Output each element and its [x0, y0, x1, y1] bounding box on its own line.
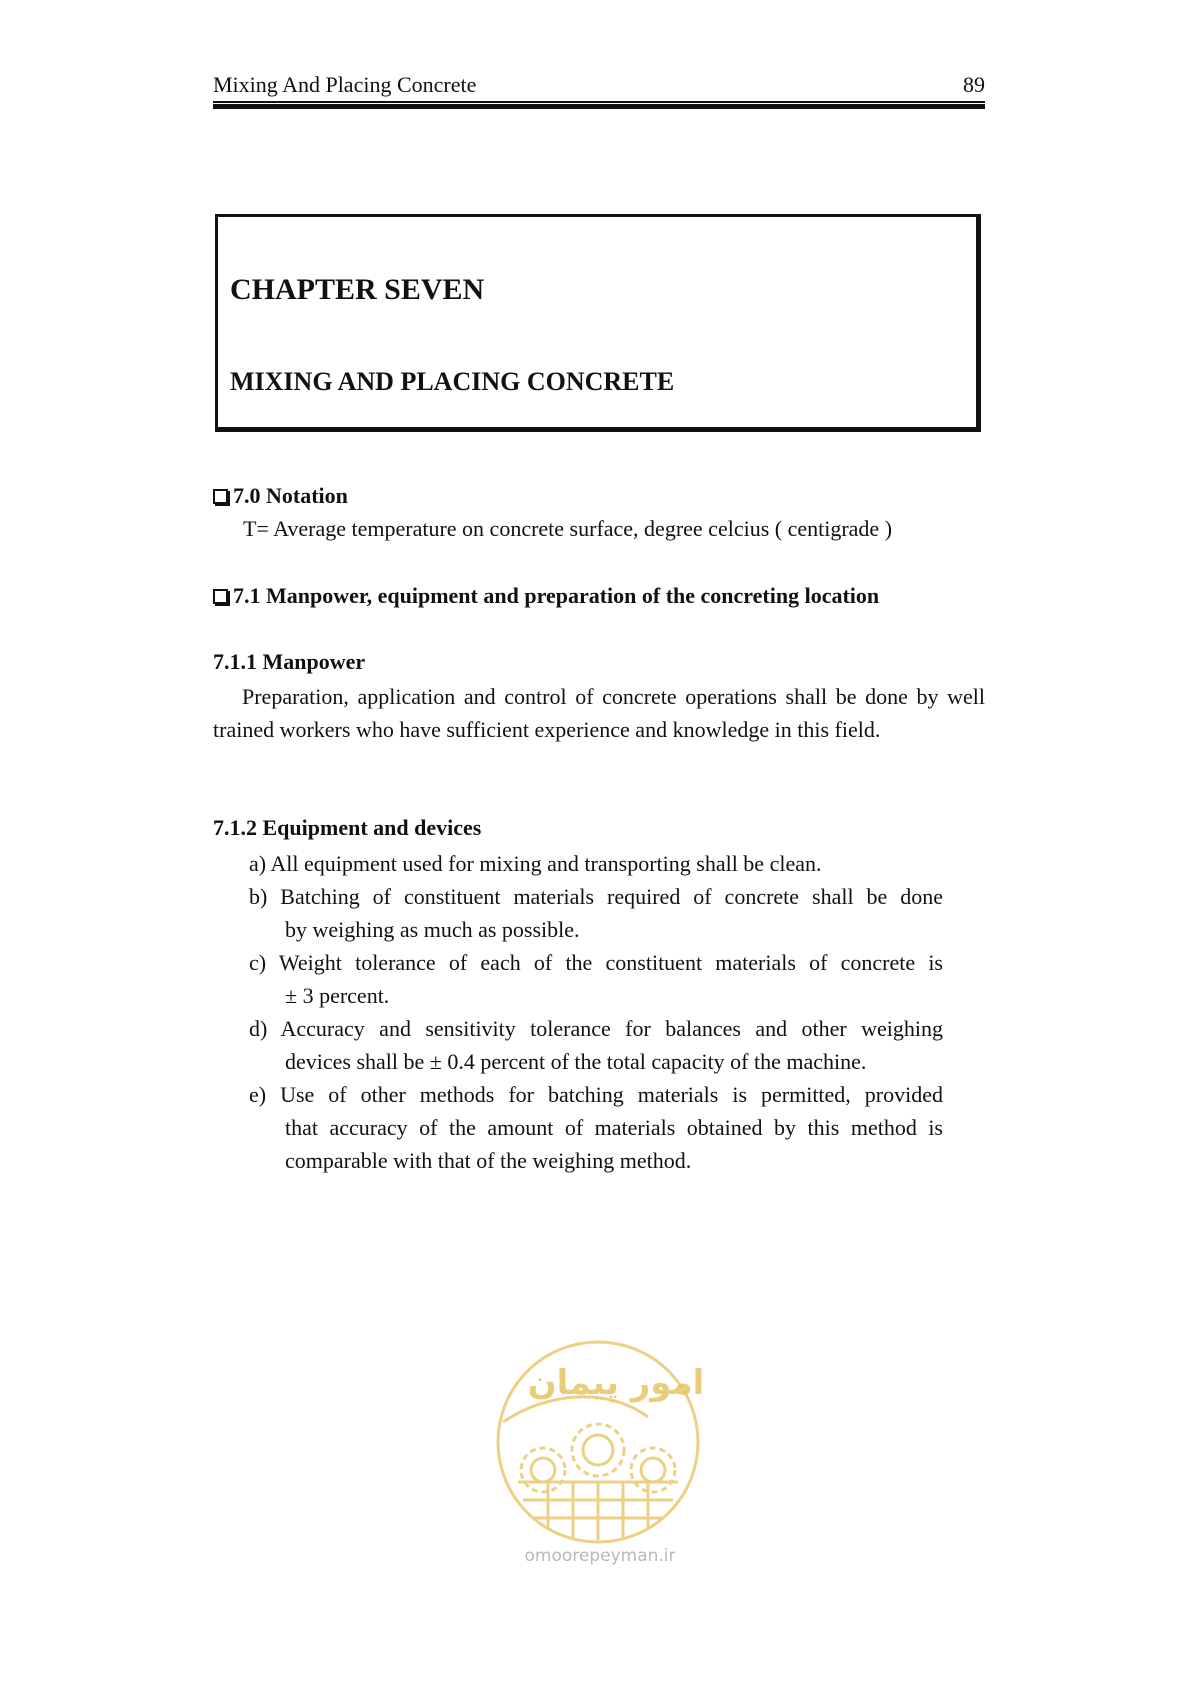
- watermark-logo-text: امور پیمان: [527, 1363, 705, 1403]
- list-item-text: c) Weight tolerance of each of the constituent materials of concrete is: [249, 950, 943, 975]
- section-7-1-2-heading: 7.1.2 Equipment and devices: [213, 815, 482, 840]
- header-rule-thin: [213, 101, 985, 103]
- manpower-paragraph: Preparation, application and control of concrete operations shall be done by well trained workers who have sufficient experience and knowledge in this field.: [213, 684, 985, 742]
- list-item-text: a) All equipment used for mixing and transporting shall be clean.: [249, 851, 822, 876]
- page-header: [213, 68, 985, 98]
- checkbox-icon: [213, 489, 228, 504]
- list-item-continuation: ± 3 percent.: [285, 983, 390, 1008]
- list-item-text: e) Use of other methods for batching materials is permitted, provided: [249, 1082, 943, 1107]
- section-7-1-1-heading: 7.1.1 Manpower: [213, 649, 366, 674]
- list-item: [249, 880, 943, 946]
- page-number: 89: [963, 72, 985, 97]
- running-title: Mixing And Placing Concrete: [213, 72, 477, 97]
- list-item-continuation: that accuracy of the amount of materials obtained by this method is: [285, 1115, 943, 1140]
- section-7-1-heading-text: 7.1 Manpower, equipment and preparation of the concreting location: [233, 583, 880, 608]
- chapter-title: MIXING AND PLACING CONCRETE: [230, 367, 675, 396]
- section-7-0-heading-text: 7.0 Notation: [233, 483, 348, 508]
- watermark-logo-icon: [488, 1332, 708, 1572]
- list-item: [249, 946, 943, 1012]
- list-item-continuation: by weighing as much as possible.: [285, 917, 580, 942]
- list-item: [249, 1078, 943, 1177]
- chapter-title-box: [215, 214, 981, 432]
- chapter-number: CHAPTER SEVEN: [230, 273, 485, 306]
- section-7-1-heading: [213, 583, 879, 609]
- list-item-text: d) Accuracy and sensitivity tolerance for balances and other weighing: [249, 1016, 943, 1041]
- list-item-text: b) Batching of constituent materials required of concrete shall be done: [249, 884, 943, 909]
- header-rule-thick: [213, 104, 985, 109]
- list-item: [249, 1012, 943, 1078]
- notation-text: T= Average temperature on concrete surface, degree celcius ( centigrade ): [243, 516, 893, 541]
- list-item-continuation: devices shall be ± 0.4 percent of the total capacity of the machine.: [285, 1049, 867, 1074]
- section-7-0-heading: [213, 483, 348, 509]
- list-item-continuation: comparable with that of the weighing method.: [285, 1148, 692, 1173]
- list-item: [249, 847, 943, 880]
- checkbox-icon: [213, 589, 228, 604]
- watermark-caption: omoorepeyman.ir: [524, 1546, 676, 1566]
